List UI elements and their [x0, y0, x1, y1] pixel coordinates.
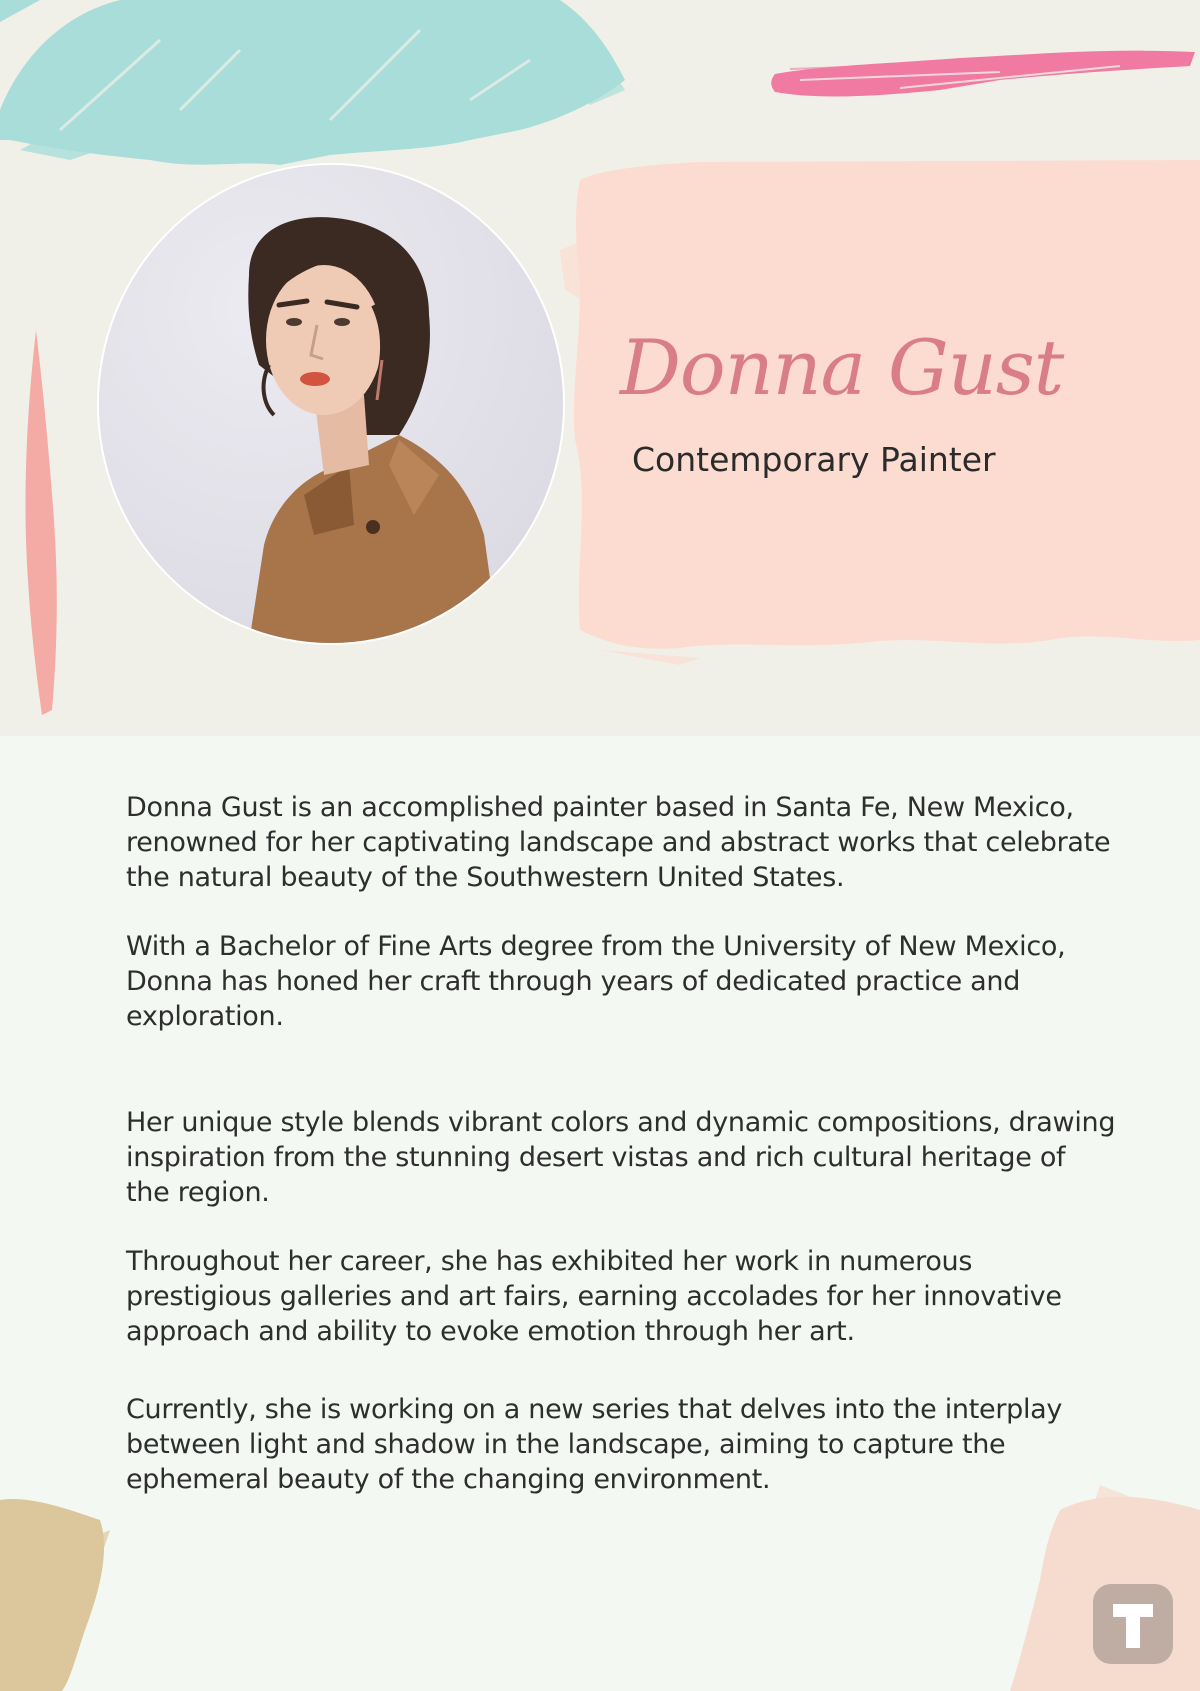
bio-paragraph: Currently, she is working on a new series that delves into the interplay between light and shadow in the landscape, aiming to capture the ephemeral beauty of the changing environment. [126, 1394, 1063, 1495]
bio-paragraph: Donna Gust is an accomplished painter based in Santa Fe, New Mexico, renowned for her captivating landscape and abstract works that celebrate the natural beauty of the Southwestern United States. [126, 792, 1111, 893]
coral-brush-stroke [25, 330, 56, 715]
bio-paragraph: Throughout her career, she has exhibited her work in numerous prestigious galleries and art fairs, earning accolades for her innovative approach and ability to evoke emotion through her art. [126, 1246, 1062, 1347]
t-logo-glyph [1093, 1584, 1173, 1664]
artist-name: Donna Gust [620, 323, 1064, 412]
brand-t-logo-icon [1093, 1584, 1173, 1664]
mint-brush-stroke [0, 0, 625, 165]
peach-brush-block [560, 160, 1200, 665]
portrait-illustration [99, 165, 563, 643]
portrait-photo [99, 165, 563, 643]
header-section [0, 0, 1200, 736]
bio-paragraph: Her unique style blends vibrant colors and dynamic compositions, drawing inspiration from the stunning desert vistas and rich cultural heritage of the region. [126, 1107, 1116, 1208]
brush-strokes-bottom [0, 1480, 1200, 1691]
biography-section [126, 790, 1116, 1497]
bio-paragraph: With a Bachelor of Fine Arts degree from the University of New Mexico, Donna has honed her craft through years of dedicated practice and exploration. [126, 931, 1066, 1032]
tan-brush-stroke [0, 1499, 110, 1691]
artist-role: Contemporary Painter [632, 440, 996, 479]
